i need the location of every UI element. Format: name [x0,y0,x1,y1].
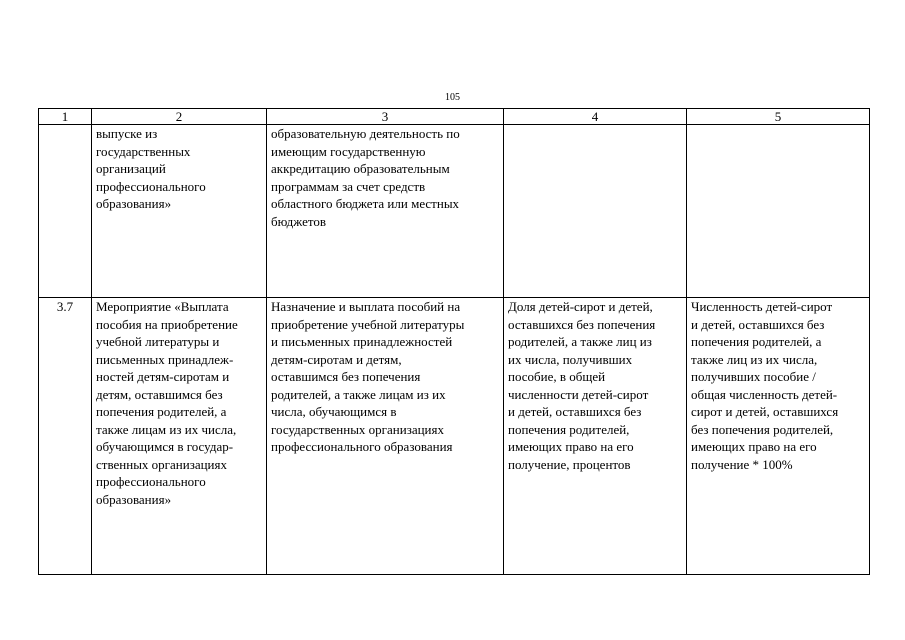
header-col-1: 1 [39,109,92,125]
measures-table [38,108,870,575]
formula-cell [687,125,870,298]
row-number: 3.7 [39,298,92,575]
measure-name-cell: Мероприятие «Выплата пособия на приобретение учебной литературы и письменных принадлеж- ностей детям-сиротам и детям, оставшимся без попечения родителей, а также лицам из их числа, обучающимся в государ- ственных организациях профессионального образования» [92,298,267,575]
header-col-4: 4 [504,109,687,125]
page-number: 105 [445,92,460,103]
indicator-cell [504,125,687,298]
description-cell: Назначение и выплата пособий на приобретение учебной литературы и письменных принадлежностей детям-сиротам и детям, оставшимся без попечения родителей, а также лицам из их числа, обучающимся в государственных организациях профессионального образования [267,298,504,575]
header-col-2: 2 [92,109,267,125]
table-row [39,298,870,575]
formula-cell: Численность детей-сирот и детей, оставшихся без попечения родителей, а также лиц из их числа, получивших пособие / общая численность детей- сирот и детей, оставшихся без попечения родителей, имеющих право на его получение * 100% [687,298,870,575]
row-number [39,125,92,298]
description-cell: образовательную деятельность по имеющим государственную аккредитацию образовательным программам за счет средств областного бюджета или местных бюджетов [267,125,504,298]
measure-name-cell: выпуске из государственных организаций профессионального образования» [92,125,267,298]
indicator-cell: Доля детей-сирот и детей, оставшихся без попечения родителей, а также лиц из их числа, получивших пособие, в общей численности детей-сирот и детей, оставшихся без попечения родителей, имеющих право на его получение, процентов [504,298,687,575]
header-col-5: 5 [687,109,870,125]
header-col-3: 3 [267,109,504,125]
header-row [39,109,870,125]
table-row [39,125,870,298]
